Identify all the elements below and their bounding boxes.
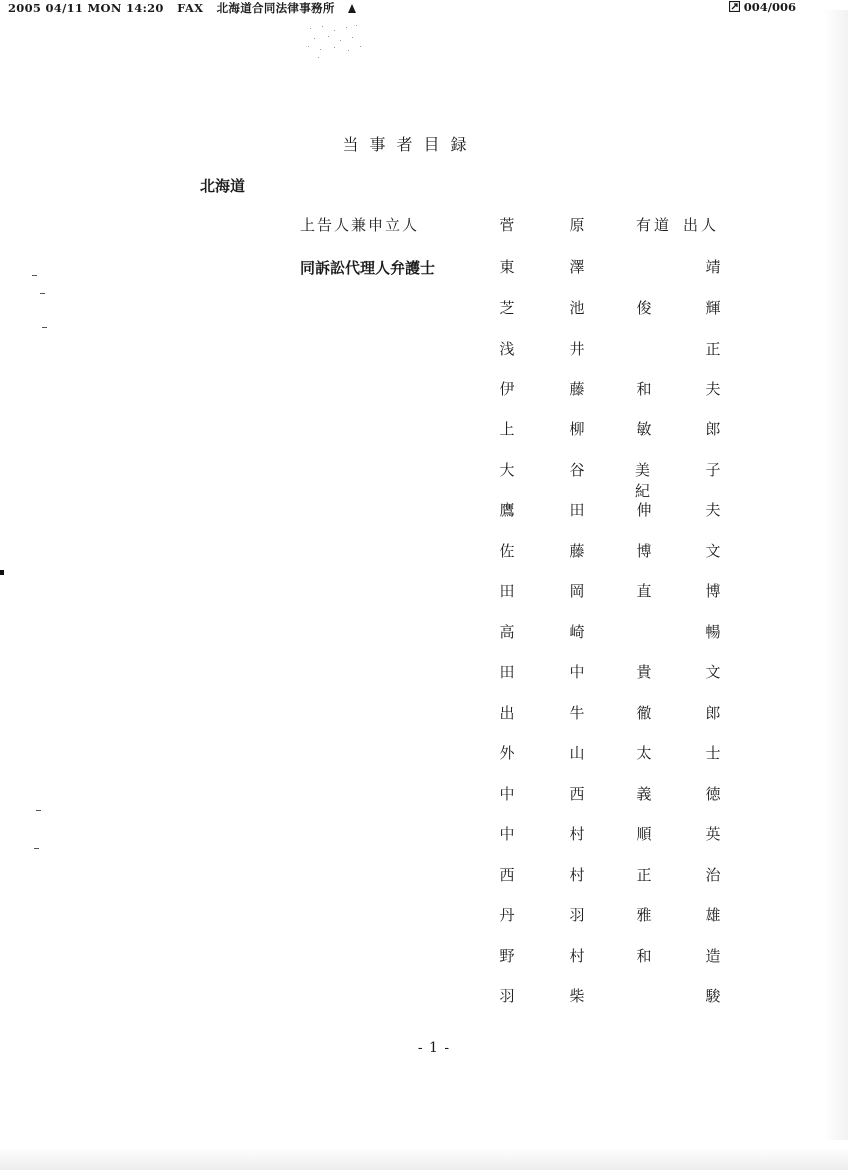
name-row	[480, 256, 740, 280]
name-row	[480, 945, 740, 969]
name-row	[480, 702, 740, 726]
surname-char-1: 出	[499, 704, 515, 722]
name-row-appellant	[480, 214, 740, 238]
given-char-2: 郎	[705, 704, 721, 722]
given-char-1: 太	[636, 744, 652, 762]
surname-char-1: 羽	[499, 987, 515, 1005]
fax-page-icon	[729, 1, 740, 12]
fax-date: 2005 04/11 MON 14:20	[8, 1, 164, 15]
surname-char-1: 伊	[499, 380, 515, 398]
surname-char-1: 高	[499, 623, 515, 641]
given-char-1: 敏	[636, 420, 652, 438]
surname-char-1: 大	[499, 461, 515, 479]
fax-header-right	[729, 0, 796, 14]
given-char-2: 靖	[705, 258, 721, 276]
surname-char-1: 中	[499, 785, 515, 803]
given-char-1: 和	[636, 380, 652, 398]
surname-char-1: 外	[499, 744, 515, 762]
surname-char-2: 村	[569, 825, 585, 843]
scan-mark	[0, 570, 4, 575]
scan-noise	[300, 22, 370, 62]
given-char-1: 正	[636, 866, 652, 884]
name-row	[480, 823, 740, 847]
given-char-1: 俊	[636, 299, 652, 317]
given-char-2: 駿	[705, 987, 721, 1005]
surname-char-2: 柳	[569, 420, 585, 438]
given-char-1: 有道	[636, 216, 673, 234]
scan-mark	[32, 275, 37, 276]
surname-char-2: 藤	[569, 542, 585, 560]
fax-sender: 北海道合同法律事務所	[216, 1, 335, 15]
fax-type: FAX	[177, 1, 204, 15]
surname-char-2: 谷	[569, 461, 585, 479]
region-label: 北海道	[200, 177, 246, 195]
given-char-2: 雄	[705, 906, 721, 924]
surname-char-1: 中	[499, 825, 515, 843]
surname-char-2: 崎	[569, 623, 585, 641]
given-char-1: 雅	[636, 906, 652, 924]
name-row	[480, 621, 740, 645]
given-char-2: 博	[705, 582, 721, 600]
name-row	[480, 783, 740, 807]
name-row	[480, 540, 740, 564]
given-char-1: 順	[636, 825, 652, 843]
surname-char-2: 澤	[569, 258, 585, 276]
given-char-2: 輝	[705, 299, 721, 317]
surname-char-2: 藤	[569, 380, 585, 398]
surname-char-1: 田	[499, 582, 515, 600]
given-char-2: 暢	[705, 623, 721, 641]
scan-mark	[36, 810, 41, 811]
surname-char-1: 浅	[499, 340, 515, 358]
fax-header-left	[8, 0, 356, 16]
role-appellant: 上告人兼申立人	[300, 216, 420, 234]
surname-char-2: 村	[569, 866, 585, 884]
name-row	[480, 418, 740, 442]
scan-shadow-right	[824, 10, 848, 1140]
surname-char-1: 芝	[499, 299, 515, 317]
surname-char-2: 牛	[569, 704, 585, 722]
given-char-2: 治	[705, 866, 721, 884]
name-row	[480, 338, 740, 362]
given-char-2: 造	[705, 947, 721, 965]
surname-char-2: 山	[569, 744, 585, 762]
given-char-1: 和	[636, 947, 652, 965]
name-row	[480, 904, 740, 928]
given-char-1: 博	[636, 542, 652, 560]
surname-char-2: 原	[569, 216, 585, 234]
fax-header	[0, 0, 848, 22]
given-char-2: 出人	[683, 216, 720, 234]
given-char-2: 夫	[705, 501, 721, 519]
name-row	[480, 661, 740, 685]
page-title: 当事者目録	[342, 135, 478, 154]
given-char-2: 子	[705, 461, 721, 479]
given-char-2: 文	[705, 663, 721, 681]
given-char-2: 正	[705, 340, 721, 358]
surname-char-1: 東	[499, 258, 515, 276]
name-row	[480, 742, 740, 766]
name-row	[480, 580, 740, 604]
given-char-2: 文	[705, 542, 721, 560]
fax-page: 004/006	[743, 0, 796, 14]
surname-char-2: 井	[569, 340, 585, 358]
scan-mark	[34, 848, 39, 849]
role-attorney: 同訴訟代理人弁護士	[300, 259, 436, 277]
page-number: - 1 -	[417, 1040, 451, 1056]
surname-char-2: 羽	[569, 906, 585, 924]
given-char-1: 貴	[636, 663, 652, 681]
name-row	[480, 459, 740, 500]
scan-mark	[42, 327, 47, 328]
surname-char-1: 菅	[499, 216, 515, 234]
name-row	[480, 378, 740, 402]
given-char-1: 直	[636, 582, 652, 600]
surname-char-2: 中	[569, 663, 585, 681]
surname-char-1: 西	[499, 866, 515, 884]
surname-char-1: 上	[499, 420, 515, 438]
name-row	[480, 864, 740, 888]
surname-char-2: 村	[569, 947, 585, 965]
given-char-1: 美紀	[635, 461, 660, 500]
given-char-2: 郎	[705, 420, 721, 438]
given-char-2: 徳	[705, 785, 721, 803]
given-char-1: 徹	[636, 704, 652, 722]
surname-char-1: 佐	[499, 542, 515, 560]
scan-shadow-bottom	[0, 1148, 848, 1170]
surname-char-2: 西	[569, 785, 585, 803]
given-char-2: 英	[705, 825, 721, 843]
given-char-1: 義	[636, 785, 652, 803]
scan-mark	[40, 293, 45, 294]
surname-char-1: 田	[499, 663, 515, 681]
name-row	[480, 985, 740, 1009]
surname-char-2: 岡	[569, 582, 585, 600]
given-char-1: 伸	[636, 501, 652, 519]
name-row	[480, 499, 740, 523]
surname-char-1: 丹	[499, 906, 515, 924]
given-char-2: 夫	[705, 380, 721, 398]
surname-char-1: 野	[499, 947, 515, 965]
name-row	[480, 297, 740, 321]
given-char-2: 士	[705, 744, 721, 762]
surname-char-2: 柴	[569, 987, 585, 1005]
triangle-icon	[348, 4, 356, 13]
surname-char-1: 鷹	[499, 501, 515, 519]
surname-char-2: 池	[569, 299, 585, 317]
surname-char-2: 田	[569, 501, 585, 519]
